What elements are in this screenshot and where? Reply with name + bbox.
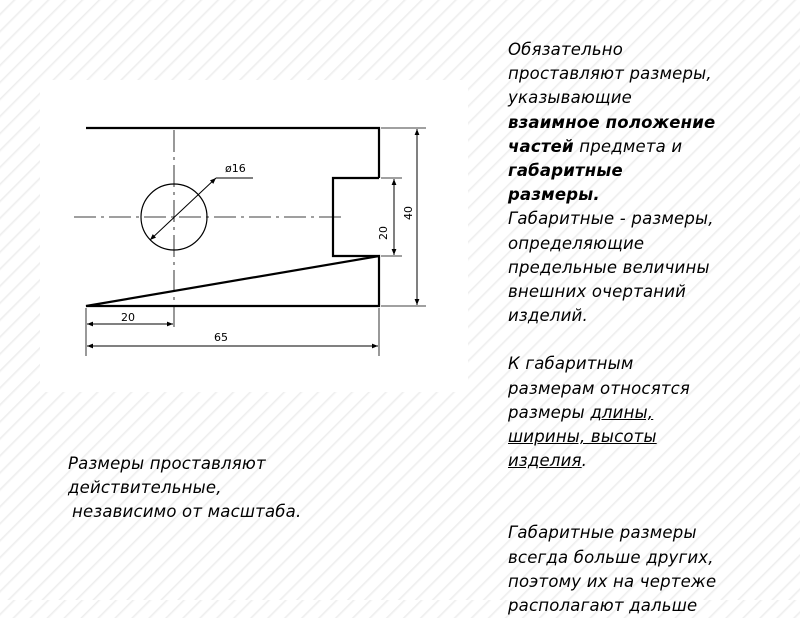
paragraph-overall-dimensions-definition: Габаритные - размеры, определяющие предельные величины внешних очертаний изделий. (508, 209, 714, 326)
diameter-label: ø16 (225, 162, 246, 175)
dim-label-slot-height: 20 (377, 226, 390, 240)
paragraph-overall-dimensions-types: К габаритным размерам относятся размеры длины, ширины, высоты изделия. (508, 354, 691, 471)
drawing-svg (40, 80, 468, 392)
explanation-text (508, 38, 793, 618)
dim-label-length-total: 65 (214, 331, 228, 344)
technical-drawing (40, 80, 468, 392)
dim-label-height-total: 40 (402, 206, 415, 220)
paragraph-overall-dimensions-placement: Габаритные размеры всегда больше других, поэтому их на чертеже располагают дальше (508, 523, 717, 616)
scale-note-paragraph: Размеры проставляют действительные, независимо от масштаба. (68, 454, 302, 522)
dim-label-hole-offset: 20 (121, 311, 135, 324)
paragraph-mandatory-dimensions: Обязательно проставляют размеры, указывающие взаимное положение частей предмета и габаритные размеры. (508, 40, 716, 205)
scale-note (68, 452, 368, 525)
